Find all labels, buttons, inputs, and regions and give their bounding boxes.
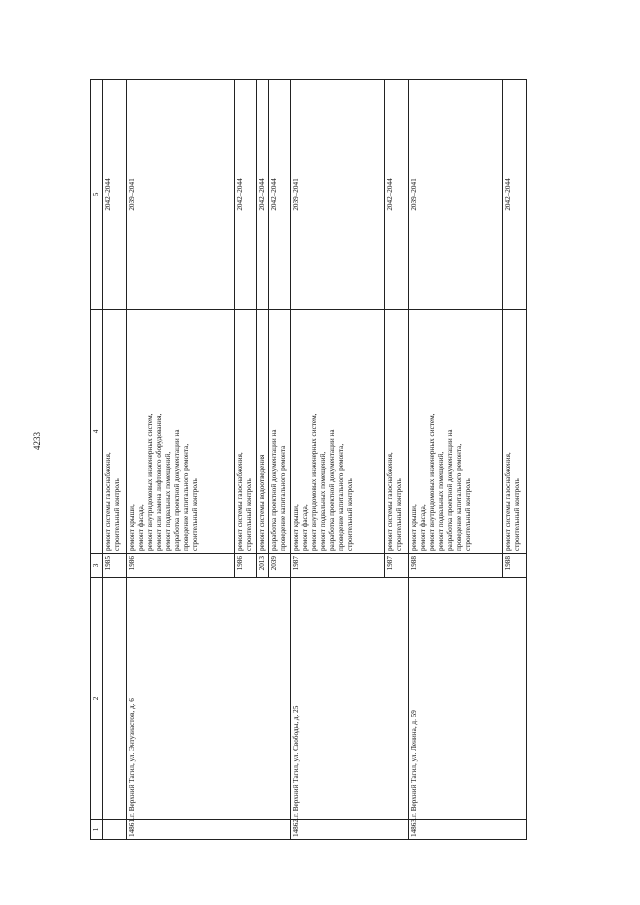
- year-cell: 1985: [103, 554, 127, 578]
- period-cell: 2039–2041: [291, 80, 385, 310]
- works-cell: [269, 310, 291, 554]
- work-line: ремонт фасада,: [419, 504, 427, 551]
- work-line: ремонт системы газоснабжения,: [386, 452, 394, 551]
- year-cell: 2013: [257, 554, 269, 578]
- work-line: ремонт подвальных помещений,: [437, 451, 445, 551]
- num-cell: [103, 820, 127, 840]
- work-line: разработка проектной документации на: [446, 429, 454, 551]
- work-line: проведение капитального ремонта,: [455, 443, 463, 551]
- works-cell: [257, 310, 269, 554]
- year-cell: 2039: [269, 554, 291, 578]
- repair-schedule-table: [90, 79, 527, 840]
- work-line: ремонт внутридомовых инженерных систем,: [146, 413, 154, 551]
- year-cell: 1986: [127, 554, 235, 578]
- year-cell: 1987: [385, 554, 409, 578]
- works-cell: [409, 310, 503, 554]
- page-number: 4233: [32, 432, 42, 450]
- work-line: ремонт или замена лифтового оборудования,: [155, 413, 163, 551]
- period-cell: 2042–2044: [235, 80, 257, 310]
- work-line: ремонт внутридомовых инженерных систем,: [310, 413, 318, 551]
- work-line: ремонт подвальных помещений,: [164, 451, 172, 551]
- table-row: [103, 80, 127, 840]
- work-line: ремонт подвальных помещений,: [319, 451, 327, 551]
- address-cell: г. Верхний Тагил, ул. Ленина, д. 59: [409, 578, 527, 820]
- period-cell: 2042–2044: [257, 80, 269, 310]
- work-line: ремонт фасада,: [301, 504, 309, 551]
- work-line: строительный контроль: [395, 478, 403, 551]
- works-cell: [235, 310, 257, 554]
- period-cell: 2039–2041: [127, 80, 235, 310]
- work-line: строительный контроль: [245, 478, 253, 551]
- num-cell: 14862.: [291, 820, 409, 840]
- table-header-row: [91, 80, 103, 840]
- header-cell-2: 2: [91, 578, 103, 820]
- works-cell: [291, 310, 385, 554]
- work-line: строительный контроль: [346, 478, 354, 551]
- work-line: проведение капитального ремонта,: [182, 443, 190, 551]
- period-cell: 2042–2044: [385, 80, 409, 310]
- work-line: ремонт системы газоснабжения,: [504, 452, 512, 551]
- work-line: ремонт системы газоснабжения,: [104, 452, 112, 551]
- work-line: строительный контроль: [464, 478, 472, 551]
- table-row: [127, 80, 235, 840]
- address-cell: г. Верхний Тагил, ул. Энтузиастов, д. 6: [127, 578, 291, 820]
- work-line: ремонт системы газоснабжения,: [236, 452, 244, 551]
- repair-schedule-table-frame: [90, 80, 521, 840]
- period-cell: 2042–2044: [269, 80, 291, 310]
- year-cell: 1988: [409, 554, 503, 578]
- address-cell: [103, 578, 127, 820]
- num-cell: 14863.: [409, 820, 527, 840]
- work-line: ремонт системы водоотведения: [258, 454, 266, 551]
- year-cell: 1988: [503, 554, 527, 578]
- work-line: строительный контроль: [191, 478, 199, 551]
- table-row: [409, 80, 503, 840]
- header-cell-4: 4: [91, 310, 103, 554]
- work-line: ремонт крыши,: [128, 504, 136, 551]
- work-line: разработка проектной документации на: [270, 429, 278, 551]
- works-cell: [127, 310, 235, 554]
- work-line: разработка проектной документации на: [173, 429, 181, 551]
- table-row: [291, 80, 385, 840]
- header-cell-1: 1: [91, 820, 103, 840]
- works-cell: [385, 310, 409, 554]
- work-line: ремонт крыши,: [292, 504, 300, 551]
- repair-schedule-table-rotated: [90, 80, 521, 840]
- work-line: строительный контроль: [513, 478, 521, 551]
- work-line: разработка проектной документации на: [328, 429, 336, 551]
- header-cell-5: 5: [91, 80, 103, 310]
- address-cell: г. Верхний Тагил, ул. Свободы, д. 25: [291, 578, 409, 820]
- period-cell: 2042–2044: [503, 80, 527, 310]
- num-cell: 14861.: [127, 820, 291, 840]
- period-cell: 2042–2044: [103, 80, 127, 310]
- work-line: ремонт крыши,: [410, 504, 418, 551]
- header-cell-3: 3: [91, 554, 103, 578]
- work-line: строительный контроль: [113, 478, 121, 551]
- works-cell: [503, 310, 527, 554]
- work-line: ремонт внутридомовых инженерных систем,: [428, 413, 436, 551]
- work-line: проведение капитального ремонта: [279, 445, 287, 551]
- period-cell: 2039–2041: [409, 80, 503, 310]
- work-line: ремонт фасада,: [137, 504, 145, 551]
- year-cell: 1987: [291, 554, 385, 578]
- work-line: проведение капитального ремонта,: [337, 443, 345, 551]
- year-cell: 1986: [235, 554, 257, 578]
- works-cell: [103, 310, 127, 554]
